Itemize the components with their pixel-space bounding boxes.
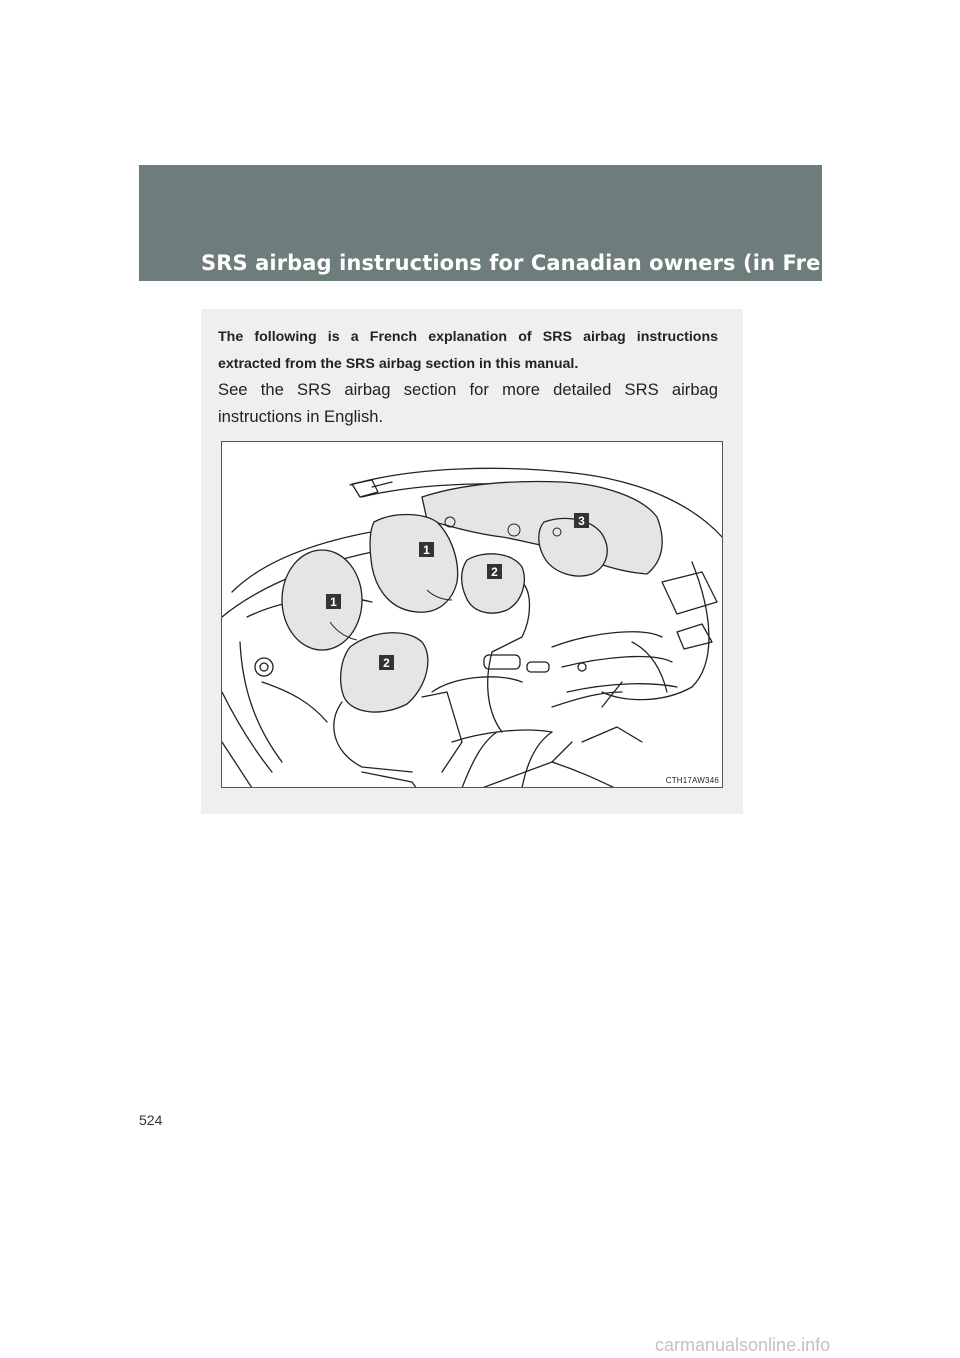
figure-code: CTH17AW346 [665,776,719,785]
label-1-passenger-text: 1 [423,543,430,557]
vehicle-interior-drawing [222,442,723,788]
label-2-seat-text: 2 [491,565,498,579]
watermark: carmanualsonline.info [655,1335,831,1355]
info-box [201,309,743,814]
airbag-illustration [221,441,723,788]
section-header [139,165,873,281]
description-paragraph: See the SRS airbag section for more detailed SRS airbag instructions in English. [218,380,718,426]
label-2-knee-text: 2 [383,656,390,670]
label-3-curtain-text: 3 [578,514,585,528]
lead-paragraph: The following is a French explanation of SRS airbag instructions extracted from the SRS airbag section in this manual. [218,329,718,372]
page-number: 524 [139,1112,163,1128]
label-1-driver-text: 1 [330,595,337,609]
page-title: SRS airbag instructions for Canadian owners (in French) [201,251,873,275]
